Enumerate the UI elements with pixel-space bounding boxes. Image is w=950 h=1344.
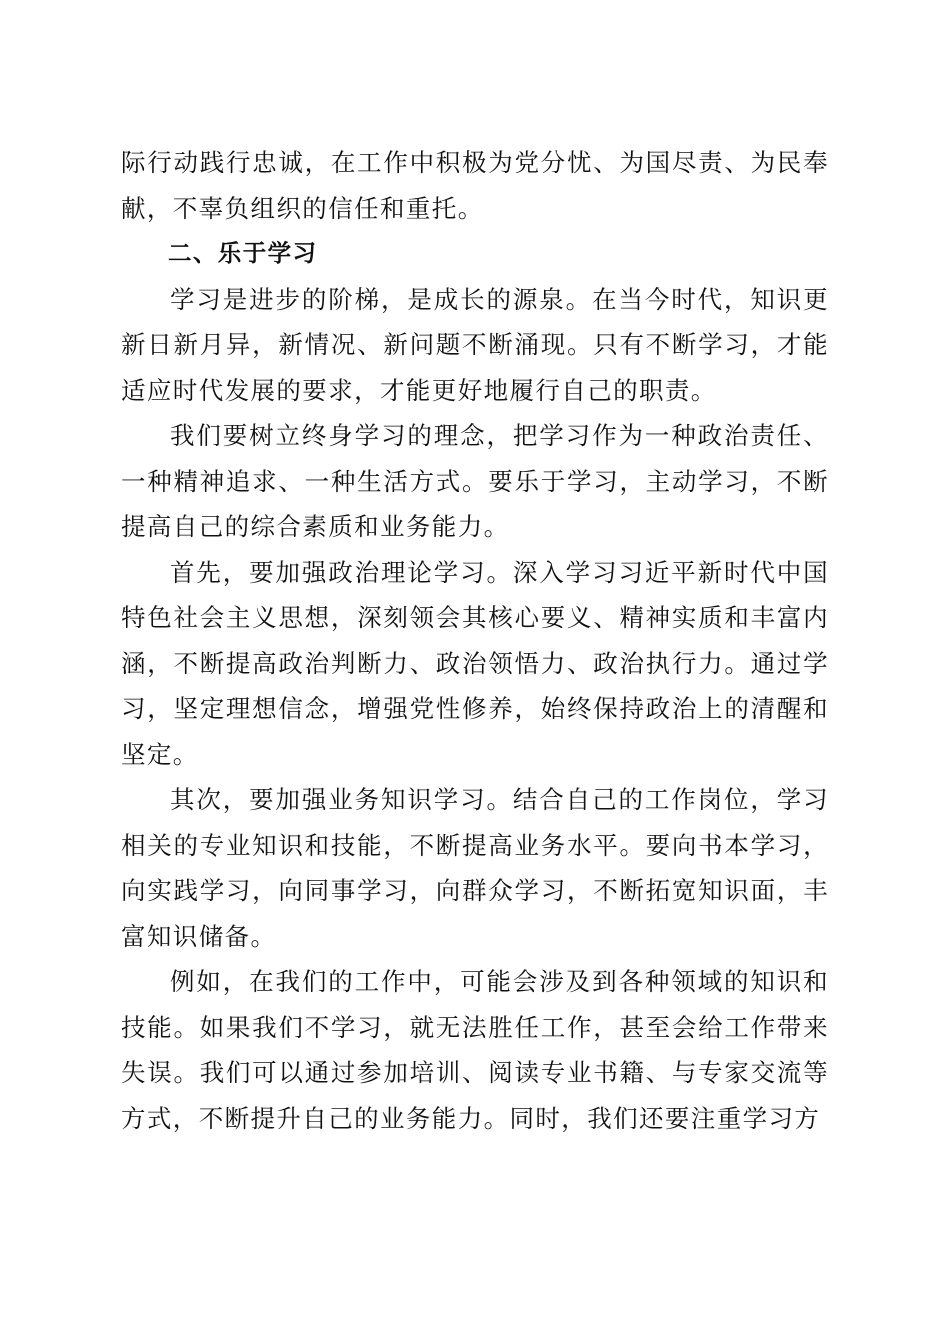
paragraph-4: 其次，要加强业务知识学习。结合自己的工作岗位，学习相关的专业知识和技能，不断提高业务水平。要向书本学习，向实践学习，向同事学习，向群众学习，不断拓宽知识面，丰富知识储备。 [121,785,829,951]
paragraph-5: 例如，在我们的工作中，可能会涉及到各种领域的知识和技能。如果我们不学习，就无法胜任工作，甚至会给工作带来失误。我们可以通过参加培训、阅读专业书籍、与专家交流等方式，不断提升自己的业务能力。同时，我们还要注重学习方 [121,967,829,1133]
section-heading: 二、乐于学习 [168,239,318,267]
document-body [121,140,829,1141]
paragraph-2: 我们要树立终身学习的理念，把学习作为一种政治责任、一种精神追求、一种生活方式。要乐于学习，主动学习，不断提高自己的综合素质和业务能力。 [121,421,829,541]
continued-paragraph: 际行动践行忠诚，在工作中积极为党分忧、为国尽责、为民奉献，不辜负组织的信任和重托。 [121,148,829,223]
paragraph-1: 学习是进步的阶梯，是成长的源泉。在当今时代，知识更新日新月异，新情况、新问题不断涌现。只有不断学习，才能适应时代发展的要求，才能更好地履行自己的职责。 [121,284,829,405]
paragraph-3: 首先，要加强政治理论学习。深入学习习近平新时代中国特色社会主义思想，深刻领会其核心要义、精神实质和丰富内涵，不断提高政治判断力、政治领悟力、政治执行力。通过学习，坚定理想信念，增强党性修养，始终保持政治上的清醒和坚定。 [121,557,829,769]
